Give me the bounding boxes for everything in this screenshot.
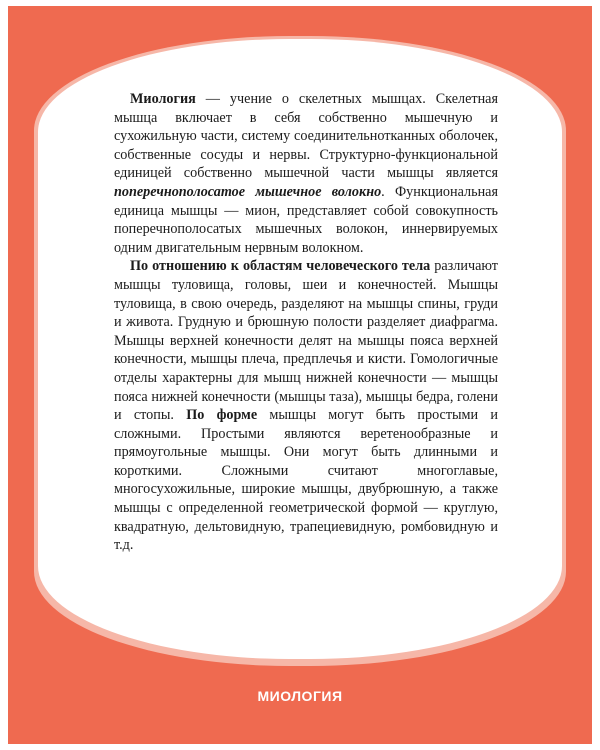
lead-body-regions: По отношению к областям человеческого тела: [130, 258, 431, 275]
lead-by-shape: По форме: [186, 407, 258, 424]
paragraph1-text-a: — учение о скелетных мышцах. Скелетная мышца включает в себя собственно мышечную и сухожильную части, систему соединительнотканных оболочек, собственные сосуды и нервы. Структурно-функциональной единицей собственно мышечной части мышцы является: [114, 91, 498, 182]
paragraph2-text-a: различают мышцы туловища, головы, шеи и конечностей. Мышцы туловища, в свою очередь, разделяют на мышцы спины, груди и живота. Грудную и брюшную полости разделяет диафрагма. Мышцы верхней конечности делят на мышцы пояса верхней конечности, мышцы плеча, предплечья и кисти. Гомологичные отделы характерны для мышц нижней конечности — мышцы пояса нижней конечности (мышцы таза), мышцы бедра, голени и стопы.: [114, 258, 498, 424]
chapter-footer-title: МИОЛОГИЯ: [257, 688, 343, 704]
paragraph2-text-b: мышцы могут быть простыми и сложными. Простыми являются веретенообразные и прямоугольные мышцы. Они могут быть длинными и короткими. Сложными считают многоглавые, многосухожильные, широкие мышцы, двубрюшную, а также мышцы с определенной геометрической формой — круглую, квадратную, дельтовидную, трапециевидную, ромбовидную и т.д.: [114, 407, 498, 554]
paragraph-muscle-classification: [114, 257, 498, 555]
emphasis-striated-fiber: поперечнополосатое мышечное волокно: [114, 183, 382, 200]
body-text: [114, 90, 498, 555]
term-myology: Миология: [130, 91, 196, 107]
paragraph1-text-b: . Функциональная единица мышцы — мион, представляет собой совокупность поперечнополосатых мышечных волокон, иннервируемых одним двигательным нервным волокном.: [114, 183, 498, 256]
paragraph-myology-definition: [114, 90, 498, 257]
